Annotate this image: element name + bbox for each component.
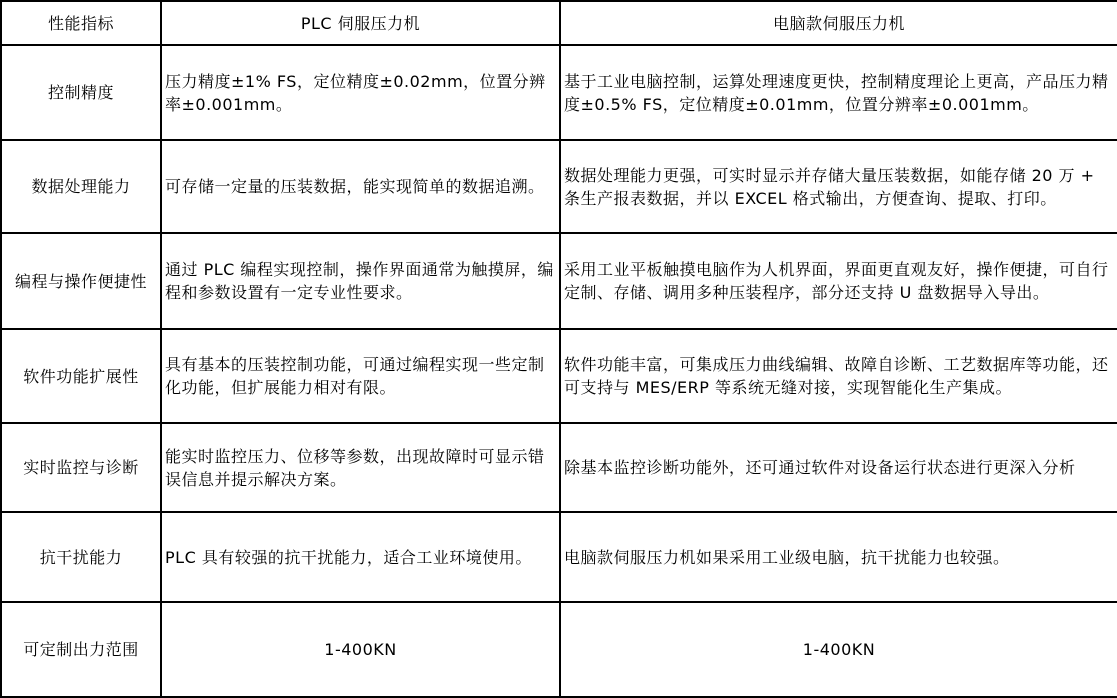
row-label: 抗干扰能力 <box>1 512 161 602</box>
row-label: 控制精度 <box>1 45 161 140</box>
table-row-software-extensibility <box>1 329 1117 423</box>
plc-cell: 具有基本的压装控制功能，可通过编程实现一些定制化功能，但扩展能力相对有限。 <box>161 329 560 423</box>
plc-cell: PLC 具有较强的抗干扰能力，适合工业环境使用。 <box>161 512 560 602</box>
pc-cell: 电脑款伺服压力机如果采用工业级电脑，抗干扰能力也较强。 <box>560 512 1117 602</box>
pc-cell: 软件功能丰富，可集成压力曲线编辑、故障自诊断、工艺数据库等功能，还可支持与 MES/ERP 等系统无缝对接，实现智能化生产集成。 <box>560 329 1117 423</box>
pc-cell: 数据处理能力更强，可实时显示并存储大量压装数据，如能存储 20 万 + 条生产报表数据，并以 EXCEL 格式输出，方便查询、提取、打印。 <box>560 140 1117 233</box>
pc-cell: 基于工业电脑控制，运算处理速度更快，控制精度理论上更高，产品压力精度±0.5% FS，定位精度±0.01mm，位置分辨率±0.001mm。 <box>560 45 1117 140</box>
plc-cell: 能实时监控压力、位移等参数，出现故障时可显示错误信息并提示解决方案。 <box>161 423 560 512</box>
plc-cell: 压力精度±1% FS，定位精度±0.02mm，位置分辨率±0.001mm。 <box>161 45 560 140</box>
row-label: 数据处理能力 <box>1 140 161 233</box>
pc-cell: 1-400KN <box>560 602 1117 697</box>
row-label: 可定制出力范围 <box>1 602 161 697</box>
pc-cell: 采用工业平板触摸电脑作为人机界面，界面更直观友好，操作便捷，可自行定制、存储、调用多种压装程序，部分还支持 U 盘数据导入导出。 <box>560 233 1117 329</box>
plc-cell: 可存储一定量的压装数据，能实现简单的数据追溯。 <box>161 140 560 233</box>
row-label: 编程与操作便捷性 <box>1 233 161 329</box>
header-plc-servo-press: PLC 伺服压力机 <box>161 1 560 45</box>
plc-cell: 1-400KN <box>161 602 560 697</box>
header-performance-indicator: 性能指标 <box>1 1 161 45</box>
plc-cell: 通过 PLC 编程实现控制，操作界面通常为触摸屏，编程和参数设置有一定专业性要求。 <box>161 233 560 329</box>
table-row-control-precision <box>1 45 1117 140</box>
pc-cell: 除基本监控诊断功能外，还可通过软件对设备运行状态进行更深入分析 <box>560 423 1117 512</box>
table-row-output-range <box>1 602 1117 697</box>
row-label: 软件功能扩展性 <box>1 329 161 423</box>
row-label: 实时监控与诊断 <box>1 423 161 512</box>
table-header-row <box>1 1 1117 45</box>
header-pc-servo-press: 电脑款伺服压力机 <box>560 1 1117 45</box>
table-row-programming-operation <box>1 233 1117 329</box>
table-row-anti-interference <box>1 512 1117 602</box>
table-row-monitoring-diagnosis <box>1 423 1117 512</box>
table-row-data-processing <box>1 140 1117 233</box>
